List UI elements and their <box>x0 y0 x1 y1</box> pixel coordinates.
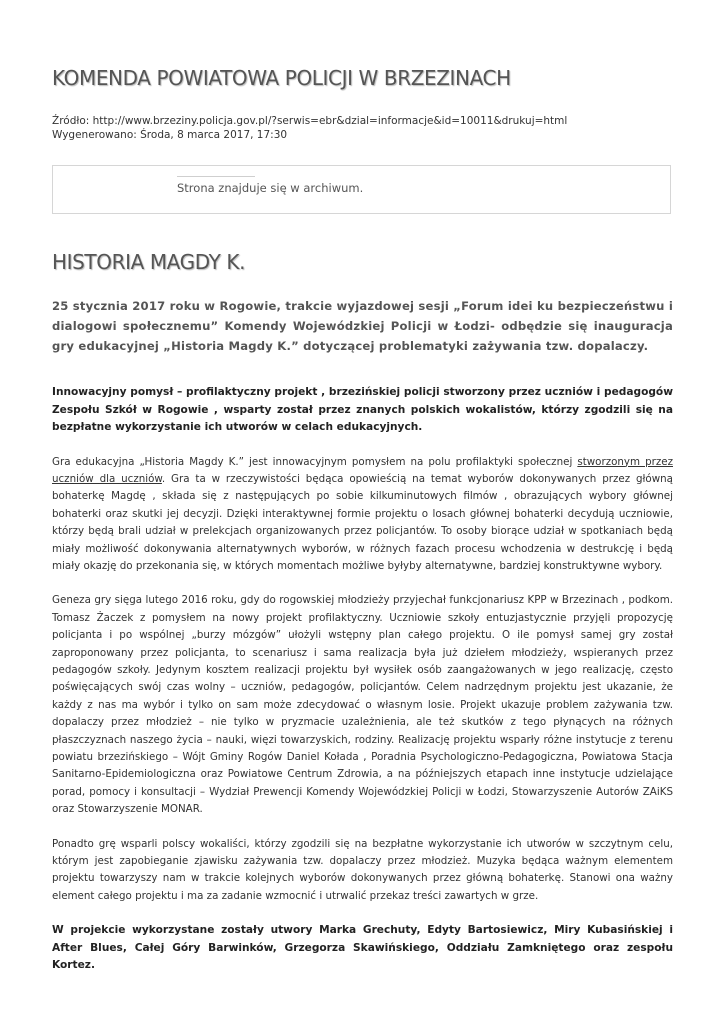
archive-notice: Strona znajduje się w archiwum. <box>177 181 364 195</box>
source-url: Źródło: http://www.brzeziny.policja.gov.pl/?serwis=ebr&dzial=informacje&id=10011&drukuj=html <box>52 115 568 127</box>
article-intro: Innowacyjny pomysł – profilaktyczny projekt , brzezińskiej policji stworzony przez uczniów i pedagogów Zespołu Szkół w Rogowie , wsparty został przez znanych polskich wokalistów, którzy zgodzili się na bezpłatne wykorzystanie ich utworów w celach edukacyjnych. <box>52 386 673 433</box>
paragraph-1-rest: . Gra ta w rzeczywistości będąca opowieścią na temat wyborów dokonywanych przez główną bohaterkę Magdę , składa się z następujących po sobie kilkuminutowych filmów , obrazujących wybory głównej bohaterki oraz skutki jej decyzji. Dzięki interaktywnej formie projektu o losach głównej bohaterki decydują uczniowie, którzy będą brali udział w prelekcjach organizowanych przez policjantów. To osoby biorące udział w spotkaniach będą miały możliwość dokonywania alternatywnych wyborów, w różnych fazach procesu wchodzenia w destrukcję i będą miały okazję do przekonania się, w których momentach możliwe byłyby alternatywne, bardziej konstruktywne wybory. <box>52 472 673 572</box>
paragraph-1-start: Gra edukacyjna „Historia Magdy K.” jest innowacyjnym pomysłem na polu profilaktyki społecznej <box>52 455 578 468</box>
generated-date: Wygenerowano: Środa, 8 marca 2017, 17:30 <box>52 129 288 141</box>
article-paragraph-1 <box>52 454 673 576</box>
archive-notice-box <box>52 165 671 214</box>
article-closing: W projekcie wykorzystane zostały utwory Marka Grechuty, Edyty Bartosiewicz, Miry Kubasińskiej i After Blues, Całej Góry Barwinków, Grzegorza Skawińskiego, Oddziału Zamkniętego oraz zespołu Kortez. <box>52 924 673 972</box>
site-title: KOMENDA POWIATOWA POLICJI W BRZEZINACH <box>52 66 511 90</box>
article-lead: 25 stycznia 2017 roku w Rogowie, trakcie wyjazdowej sesji „Forum idei ku bezpieczeństwu i dialogowi społecznemu” Komendy Wojewódzkiej Policji w Łodzi- odbędzie się inauguracja gry edukacyjnej „Historia Magdy K.” dotyczącej problematyki zażywania tzw. dopalaczy. <box>52 299 673 353</box>
article-title: HISTORIA MAGDY K. <box>52 250 246 274</box>
article-paragraph-2: Geneza gry sięga lutego 2016 roku, gdy do rogowskiej młodzieży przyjechał funkcjonariusz KPP w Brzezinach , podkom. Tomasz Żaczek z pomysłem na nowy projekt profilaktyczny. Uczniowie szkoły entuzjastycznie przyjęli propozycję policjanta i po wspólnej „burzy mózgów” ułożyli wstępny plan całego projektu. O ile pomysł samej gry został zaproponowany przez policjanta, to scenariusz i sama realizacja była już dziełem młodzieży, wspieranych przez pedagogów szkoły. Jedynym kosztem realizacji projektu był wysiłek osób zaangażowanych w jego realizację, często poświęcających swój czas wolny – uczniów, pedagogów, policjantów. Celem nadrzędnym projektu jest ukazanie, że każdy z nas ma wybór i tylko on sam może zdecydować o własnym losie. Projekt ukazuje problem zażywania tzw. dopalaczy przez młodzież – nie tylko w pryzmacie uzależnienia, ale też skutków z tego płynących na różnych płaszczyznach naszego życia – nauki, więzi towarzyskich, rodziny. Realizację projektu wsparły różne instytucje z terenu powiatu brzezińskiego – Wójt Gminy Rogów Daniel Kołada , Poradnia Psychologiczno-Pedagogiczna, Powiatowa Stacja Sanitarno-Epidemiologiczna oraz Powiatowe Centrum Zdrowia, a na późniejszych etapach inne instytucje udzielające porad, pomocy i konsultacji – Wydział Prewencji Komendy Wojewódzkiej Policji w Łodzi, Stowarzyszenie Autorów ZAiKS oraz Stowarzyszenie MONAR. <box>52 594 673 816</box>
article-content <box>52 296 673 975</box>
archive-divider <box>177 176 255 177</box>
students-link[interactable]: stworzonym przez uczniów dla uczniów <box>52 455 673 485</box>
print-meta <box>52 114 567 142</box>
article-paragraph-3: Ponadto grę wsparli polscy wokaliści, którzy zgodzili się na bezpłatne wykorzystanie ich utworów w szczytnym celu, którym jest zapobieganie zjawisku zażywania tzw. dopalaczy przez młodzież. Muzyka będąca ważnym elementem projektu towarzyszy nam w trakcie kolejnych wyborów dokonywanych przez główną bohaterkę. Stanowi ona ważny element całego projektu i ma za zadanie wzmocnić i utrwalić przekaz treści zawartych w grze. <box>52 837 673 902</box>
